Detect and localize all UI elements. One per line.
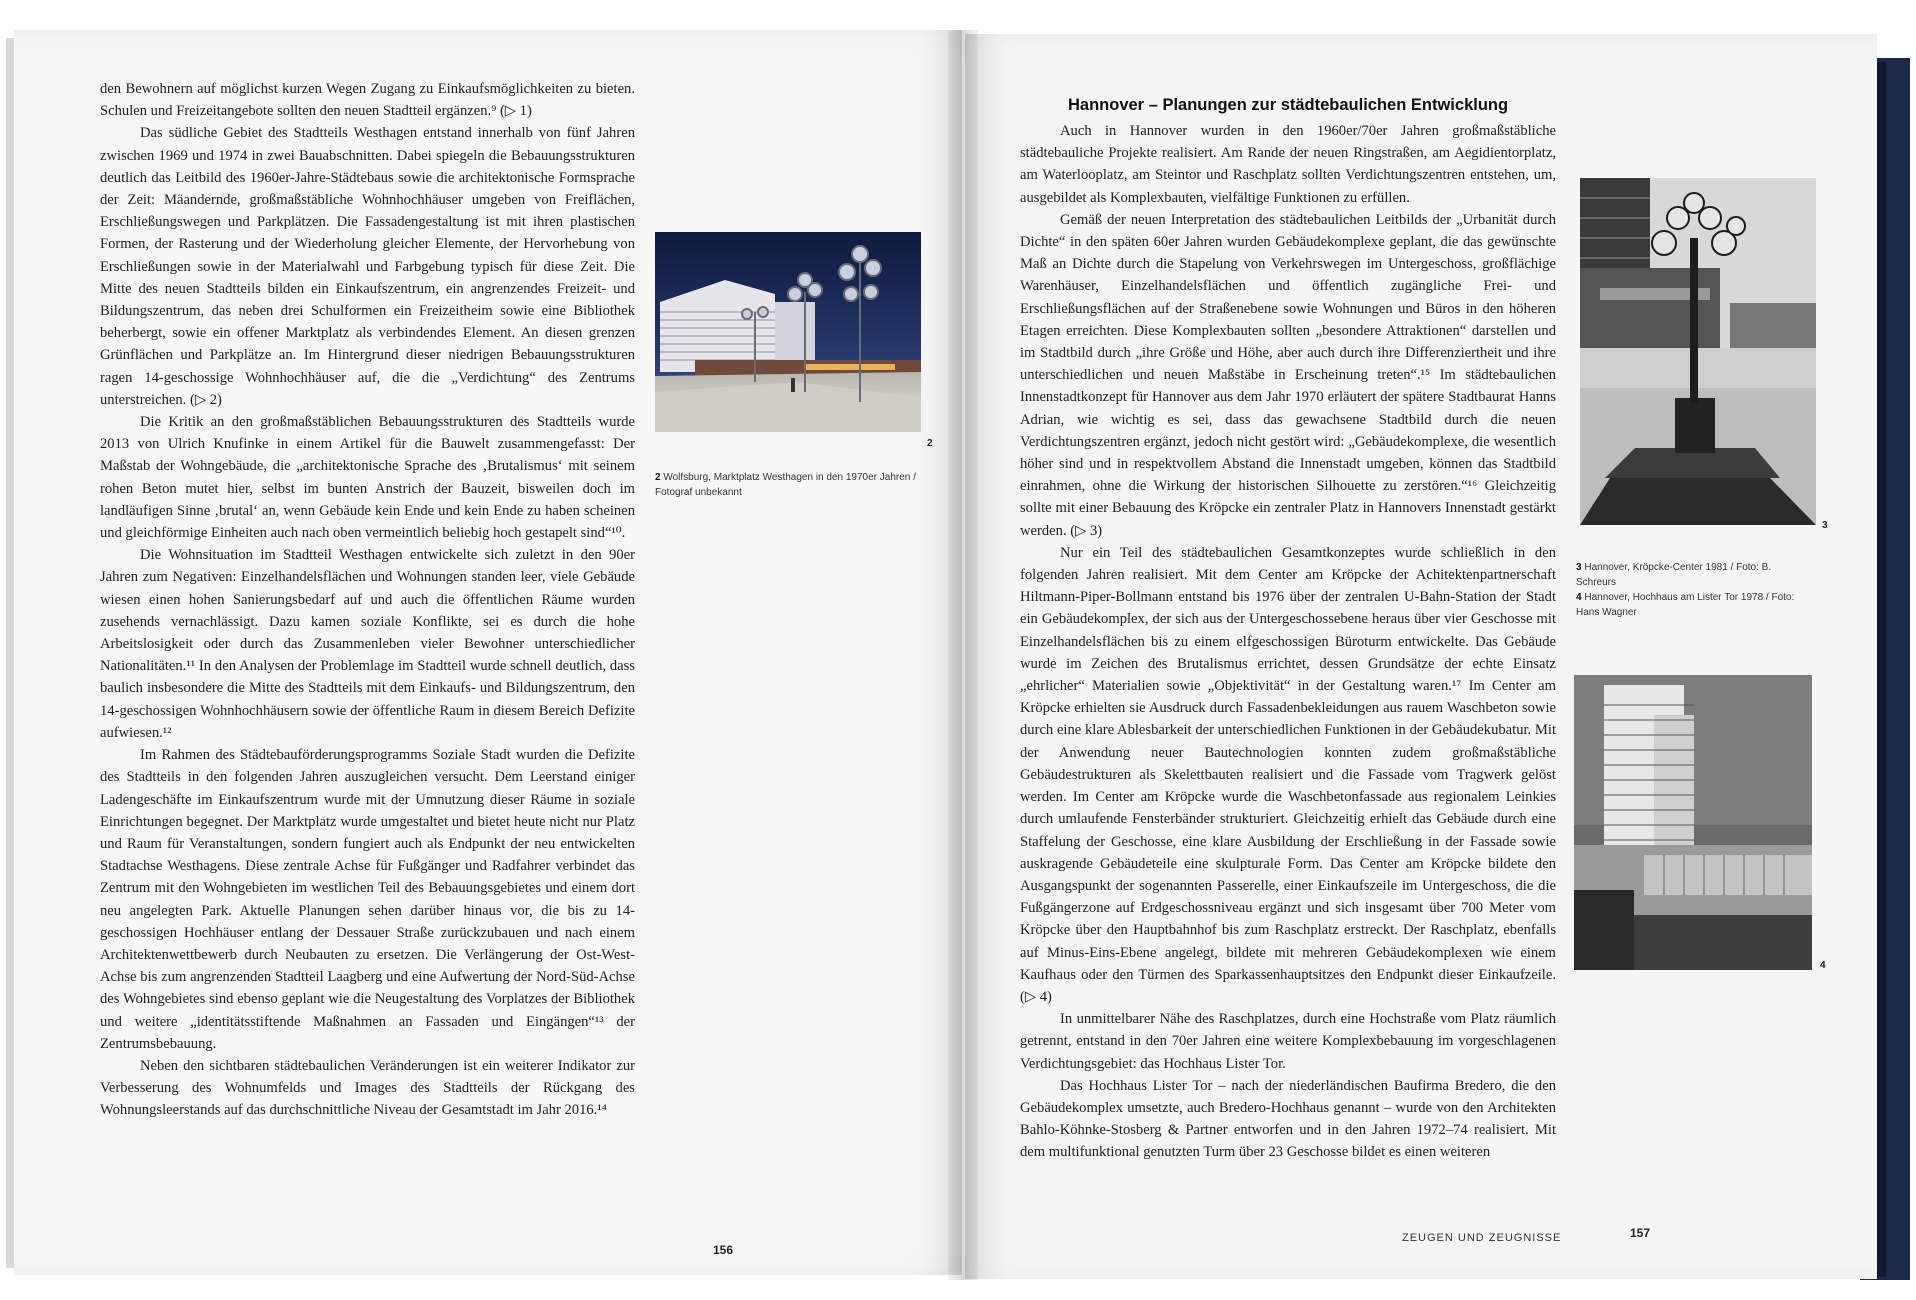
caption-text: Hannover, Hochhaus am Lister Tor 1978 / Foto: Hans Wagner (1576, 592, 1795, 618)
caption-number: 2 (655, 472, 661, 483)
figure-lister-tor-photo (1574, 675, 1812, 970)
figure-kroepcke-photo (1580, 178, 1816, 525)
page-number-right: 157 (1630, 1226, 1651, 1240)
paragraph: Die Wohnsituation im Stadtteil Westhagen entwickelte sich zuletzt in den 90er Jahren zum Negativen: Einzelhandelsflächen und Wohnungen standen leer, viele Gebäude wiesen einen hohen Sanierungsbedarf auf und auch die öffentlichen Räume wurden zusehends vernachlässigt. Dazu kamen soziale Konflikte, sei es durch die hohe Arbeitslosigkeit oder durch das Zusammenleben vieler Bewohner unterschiedlicher Nationalitäten.¹¹ In den Analysen der Problemlage im Stadtteil wurde schnell deutlich, dass baulich insbesondere die Mitte des Stadtteils mit dem Einkaufs- und Bildungszentrum, den 14-geschossigen Wohnhochhäusern sowie der öffentliche Raum in diesem Bereich Defizite aufwiesen.¹² (100, 547, 635, 741)
paragraph: In unmittelbarer Nähe des Raschplatzes, durch eine Hochstraße vom Platz räumlich getrennt, entstand in den 70er Jahren eine weitere Komplexbebauung im vorgeschlagenen Verdichtungsgebiet: das Hochhaus Lister Tor. (1020, 1011, 1556, 1072)
figure-4-caption (1576, 590, 1806, 620)
section-heading: Hannover – Planungen zur städtebaulichen Entwicklung (1068, 96, 1509, 114)
lister-tor-illustration (1574, 675, 1812, 970)
book-cover-edge (1876, 62, 1886, 1277)
figure-3-number: 3 (1822, 520, 1828, 531)
caption-number: 3 (1576, 562, 1582, 573)
paragraph: Die Kritik an den großmaßstäblichen Bebauungsstrukturen des Stadtteils wurde 2013 von Ulrich Knufinke in einem Artikel für die Bauwelt zusammengefasst: Der Maßstab der Wohngebäude, die „architektonische Sprache des ‚Brutalismus‘ mit seinem rohen Beton mutet hier, selbst im bunten Anstrich der Bauzeit, bisweilen doch im landläufigen Sinne ‚brutal‘ an, wenn Gebäude kein Ende und kein Ende zu haben scheinen und gleichförmige Einheiten auch nach oben vermeintlich beliebig hoch gestapelt sind“¹⁰. (100, 414, 635, 542)
figure-3-4-captions (1576, 560, 1806, 620)
caption-text: Wolfsburg, Marktplatz Westhagen in den 1970er Jahren / Fotograf unbekannt (655, 472, 916, 498)
figure-2-caption (655, 470, 935, 500)
running-title: ZEUGEN UND ZEUGNISSE (1402, 1232, 1562, 1244)
figure-westhagen-photo (655, 232, 921, 432)
paragraph: Gemäß der neuen Interpretation des städtebaulichen Leitbilds der „Urbanität durch Dichte“ in den späten 60er Jahren wurden Gebäudekomplexe geplant, die das gewünschte Maß an Dichte durch die Stapelung von Verkehrswegen im Untergeschoss, großflächige Warenhäuser, Einzelhandelsflächen und öffentlich zugängliche Frei- und Erschließungsflächen auf der Straßenebene sowie Wohnungen und Büros in den höheren Etagen erreichten. Diese Komplexbauten sollten „besondere Attraktionen“ darstellen und im Stadtbild durch „ihre Größe und Höhe, aber auch durch ihre Differenziertheit und ihre unterschiedlichen und neuen Maßstäbe in Erscheinung treten“.¹⁵ Im städtebaulichen Innenstadtkonzept für Hannover aus dem Jahr 1970 erläutert der spätere Stadtbaurat Hanns Adrian, wie wichtig es sei, dass das gewachsene Stadtbild durch die neuen Verdichtungszentren ergänzt, jedoch nicht gestört wird: „Gebäudekomplexe, die wesentlich höher sind und in respektvollem Abstand die Innenstadt umgeben, können das Stadtbild einrahmen, ohne die Wirkung der historischen Silhouette zu zerstören.“¹⁶ Gleichzeitig sollte mit einer Bebauung des Kröpcke ein zentraler Platz in Hannovers Innenstadt gestärkt werden. (▷ 3) (1020, 211, 1556, 539)
right-page-body (1020, 120, 1556, 1164)
paragraph: Das südliche Gebiet des Stadtteils Westhagen entstand innerhalb von fünf Jahren zwischen 1969 und 1974 in zwei Bauabschnitten. Dabei spiegeln die Bebauungsstrukturen deutlich das Leitbild des 1960er-Jahre-Städtebaus sowie die architektonische Formsprache der Zeit: Mäandernde, großmaßstäbliche Wohnhochhäuser umgeben von Freiflächen, Erschließungswegen und Parkplätzen. Die Fassadengestaltung ist mit ihren plastischen Formen, der Rasterung und der Wiederholung gleicher Elemente, der Hervorhebung von Erschließungen sowie in der Materialwahl und Farbgebung typisch für diese Zeit. Die Mitte des neuen Stadtteils bilden ein Einkaufszentrum, ein angrenzendes Freizeit- und Bildungszentrum, das neben drei Schulformen ein Freizeitheim sowie eine Bibliothek beherbergt, sowie ein offener Marktplatz als verbindendes Element. An diesen grenzen Grünflächen und Parkplätze an. Im Hintergrund dieser niedrigen Bebauungsstrukturen ragen 14-geschossige Wohnhochhäuser auf, die die „Verdichtung“ des Zentrums unterstreichen. (▷ 2) (100, 125, 635, 408)
paragraph: Das Hochhaus Lister Tor – nach der niederländischen Baufirma Bredero, die den Gebäudekomplex umsetzte, auch Bredero-Hochhaus genannt – wurde von den Architekten Bahlo-Köhnke-Stosberg & Partner entworfen und in den Jahren 1972–74 realisiert. Mit dem multifunktional genutzten Turm über 23 Geschosse bildet es einen weiteren (1020, 1077, 1556, 1161)
paragraph: Nur ein Teil des städtebaulichen Gesamtkonzeptes wurde schließlich in den folgenden Jahren realisiert. Mit dem Center am Kröpcke der Achitektenpartnerschaft Hiltmann-Piper-Bollmann entstand bis 1976 über der zentralen U-Bahn-Station der Stadt ein Gebäudekomplex, der sich aus der Untergeschossebene heraus über vier Geschosse mit Einzelhandelsflächen bis zu einem elfgeschossigen Büroturm entwickelte. Das Gebäude wurde im Zeichen des Brutalismus errichtet, dessen Grundsätze der echte Einsatz „ehrlicher“ Materialien sowie „Objektivität“ in der Gestaltung waren.¹⁷ Im Center am Kröpcke erhielten sie Ausdruck durch Fassadenbekleidungen aus rauem Waschbeton sowie durch eine klare Ablesbarkeit der unterschiedlichen Funktionen in der Gebäudekubatur. Mit der Anwendung neuer Bautechnologien konnten zudem großmaßstäbliche Gebäudestrukturen als Skelettbauten realisiert und die Fassade vom Tragwerk gelöst werden. Im Center am Kröpcke wurde die Waschbetonfassade aus regionalem Leinkies durch umlaufende Fensterbänder strukturiert. Gleichzeitig erhielt das Gebäude durch eine Staffelung der Geschosse, eine klare Ausbildung der Erschließung in der Fassade sowie auskragende Gebäudeteile eine skulpturale Form. Das Center am Kröpcke bildete den Ausgangspunkt der sogenannten Passerelle, einer Einkaufszeile im Untergeschoss, die die Fußgängerzone auf Erdgeschossniveau ergänzt und sich insgesamt über 700 Meter vom Kröpcke über den Hauptbahnhof bis zum Raschplatz erstreckt. Der Raschplatz, ebenfalls auf Minus-Eins-Ebene angelegt, bildete mit mehreren Gebäudekomplexen wie einem Kaufhaus oder den Türmen des Sparkassenhauptsitzes den Endpunkt dieser Einkaufzeile. (▷ 4) (1020, 544, 1556, 1005)
left-page-body (100, 78, 635, 1122)
westhagen-illustration (655, 232, 921, 432)
figure-2-number: 2 (927, 438, 933, 449)
caption-number: 4 (1576, 592, 1582, 603)
figure-3-caption (1576, 560, 1806, 590)
kroepcke-illustration (1580, 178, 1816, 525)
paragraph: Neben den sichtbaren städtebaulichen Veränderungen ist ein weiterer Indikator zur Verbesserung des Wohnumfelds und Images des Stadtteils der Rückgang des Wohnungsleerstands auf das durchschnittliche Niveau der Gesamtstadt im Jahr 2016.¹⁴ (100, 1057, 635, 1119)
page-number-left: 156 (713, 1243, 734, 1257)
figure-4-number: 4 (1820, 960, 1826, 971)
caption-text: Hannover, Kröpcke-Center 1981 / Foto: B. Schreurs (1576, 562, 1772, 588)
paragraph: Im Rahmen des Städtebauförderungsprogramms Soziale Stadt wurden die Defizite des Stadtteils in den folgenden Jahren auszugleichen versucht. Dem Leerstand einiger Ladengeschäfte im Einkaufszentrum wurde mit der Umnutzung dieser Räume in soziale Einrichtungen begegnet. Der Marktplatz wurde umgestaltet und bietet heute nicht nur Platz und Raum für Veranstaltungen, sondern fungiert auch als Endpunkt der neu entwickelten Stadtachse Westhagens. Diese zentrale Achse für Fußgänger und Radfahrer verbindet das Zentrum mit den Wohngebieten im westlichen Teil des Bebauungsgebietes und einem dort neu angelegten Park. Aktuelle Planungen sehen darüber hinaus vor, die bis zu 14-geschossigen Hochhäuser entlang der Dessauer Straße zurückzubauen und nach einem Architektenwettbewerb durch Neubauten zu ersetzen. Die Verlängerung der Ost-West-Achse bis zum angrenzenden Stadtteil Laagberg und eine Aufwertung der Nord-Süd-Achse des Wohngebietes sind ebenso geplant wie die Neugestaltung des Vorplatzes der Bibliothek und weitere „identitätsstiftende Maßnahmen an Fassaden und Eingängen“¹³ der Zentrumsbebauung. (100, 747, 635, 1052)
paragraph: Auch in Hannover wurden in den 1960er/70er Jahren großmaßstäbliche städtebauliche Projekte realisiert. Am Rande der neuen Ringstraßen, am Aegidientorplatz, am Waterlooplatz, am Steintor und Raschplatz sollten Verdichtungszentren entstehen, um, ausgebildet als Komplexbauten, vielfältige Funktionen zu erfüllen. (1020, 123, 1556, 206)
paragraph: den Bewohnern auf möglichst kurzen Wegen Zugang zu Einkaufsmöglichkeiten zu bieten. Schulen und Freizeitangebote sollten den neuen Stadtteil ergänzen.⁹ (▷ 1) (100, 81, 635, 120)
book-gutter (948, 30, 978, 1280)
